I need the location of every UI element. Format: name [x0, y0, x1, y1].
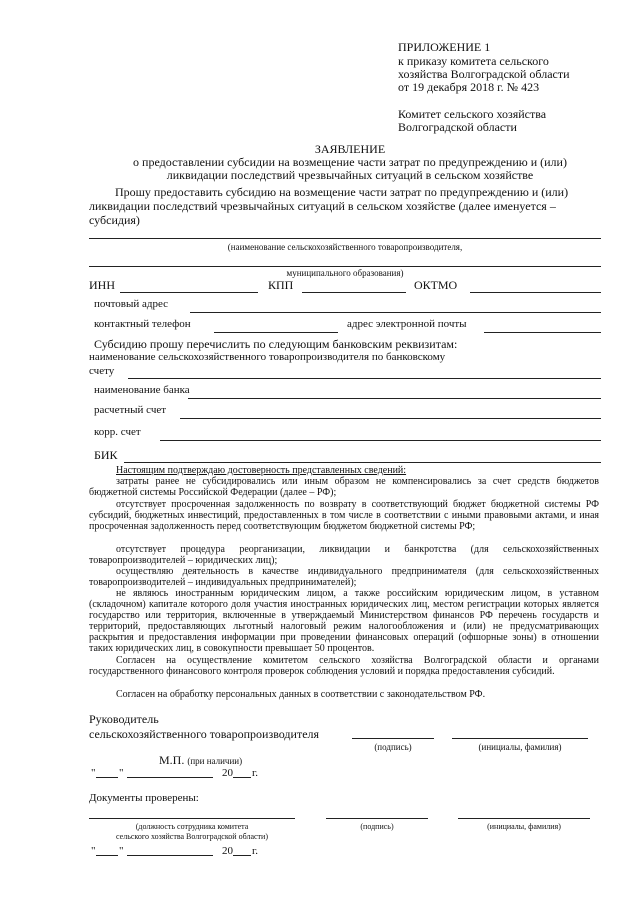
- bank-heading: Субсидию прошу перечислить по следующим банковским реквизитам:: [94, 337, 458, 351]
- inn-label: ИНН: [89, 278, 115, 292]
- head-label-2: сельскохозяйственного товаропроизводителя: [89, 727, 320, 741]
- municipality-caption: муниципального образования): [286, 268, 404, 278]
- appendix-date-line: от 19 декабря 2018 г. № 423: [398, 80, 540, 94]
- bank-recipient-line-1: наименование сельскохозяйственного товаропроизводителя по банковскому: [89, 351, 446, 363]
- bank-name-label: наименование банка: [94, 384, 190, 396]
- bank-recipient-field[interactable]: [128, 378, 601, 379]
- oktmo-label: ОКТМО: [414, 278, 458, 292]
- confirm-paragraph-4: осуществляю деятельность в качестве индивидуального предпринимателя (для сельскохозяйственных товаропроизводителей – индивидуальных предпринимателей);: [89, 566, 599, 588]
- head-signature-caption: (подпись): [374, 742, 412, 752]
- verifier-initials-field[interactable]: [458, 818, 590, 819]
- document-subtitle-1: о предоставлении субсидии на возмещение части затрат по предупреждению и (или): [133, 155, 567, 169]
- document-title: ЗАЯВЛЕНИЕ: [314, 142, 386, 156]
- account-field[interactable]: [180, 418, 601, 419]
- corr-account-label: корр. счет: [94, 426, 141, 438]
- bank-name-field[interactable]: [188, 398, 601, 399]
- head-date-quote-close: ": [119, 767, 124, 779]
- appendix-committee-line: хозяйства Волгоградской области: [398, 67, 570, 81]
- verify-date-day-field[interactable]: [96, 855, 118, 856]
- confirm-paragraph-3: отсутствует процедура реорганизации, ликвидации и банкротства (для сельскохозяйственных товаропроизводителей – юридических лиц);: [89, 544, 599, 566]
- account-label: расчетный счет: [94, 404, 167, 416]
- verify-date-month-field[interactable]: [127, 855, 213, 856]
- kpp-field[interactable]: [302, 292, 406, 293]
- confirm-paragraph-1: затраты ранее не субсидировались или иным образом не компенсировались за счет средств бюджетов бюджетной системы Российской Федерации (далее – РФ);: [89, 476, 599, 498]
- phone-label: контактный телефон: [94, 318, 191, 330]
- head-date-year-suffix: г.: [252, 767, 259, 779]
- oktmo-field[interactable]: [470, 292, 601, 293]
- verify-date-year: 20: [222, 845, 233, 857]
- stamp-text: М.П.: [159, 753, 185, 767]
- applicant-name-line[interactable]: [89, 238, 601, 239]
- intro-line-3: субсидия): [89, 213, 140, 227]
- verifier-position-caption-2: сельского хозяйства Волгоградской области): [116, 832, 268, 841]
- head-initials-field[interactable]: [452, 738, 588, 739]
- verifier-initials-caption: (инициалы, фамилия): [487, 822, 561, 831]
- head-initials-caption: (инициалы, фамилия): [478, 742, 562, 752]
- verified-label: Документы проверены:: [89, 792, 199, 804]
- confirm-paragraph-7: Согласен на обработку персональных данных в соответствии с законодательством РФ.: [116, 689, 486, 700]
- bik-label: БИК: [94, 448, 118, 462]
- head-date-day-field[interactable]: [96, 777, 118, 778]
- intro-line-1: Прошу предоставить субсидию на возмещение части затрат по предупреждению и (или): [115, 185, 569, 199]
- postal-address-label: почтовый адрес: [94, 298, 169, 310]
- addressee-line-1: Комитет сельского хозяйства: [398, 107, 547, 121]
- verify-date-quote-close: ": [119, 845, 124, 857]
- head-date-year: 20: [222, 767, 233, 779]
- verify-date-year-field[interactable]: [233, 855, 251, 856]
- bank-recipient-line-2: счету: [89, 365, 115, 377]
- verifier-signature-field[interactable]: [326, 818, 428, 819]
- kpp-label: КПП: [268, 278, 294, 292]
- verify-date-year-suffix: г.: [252, 845, 259, 857]
- corr-account-field[interactable]: [160, 440, 601, 441]
- postal-address-field[interactable]: [190, 312, 601, 313]
- inn-field[interactable]: [120, 292, 258, 293]
- head-signature-field[interactable]: [352, 738, 434, 739]
- confirm-paragraph-6: Согласен на осуществление комитетом сельского хозяйства Волгоградской области и органами государственного финансового контроля проверок соблюдения условий и порядка предоставления субсидий.: [89, 655, 599, 677]
- document-subtitle-2: ликвидации последствий чрезвычайных ситуаций в сельском хозяйстве: [166, 168, 534, 182]
- appendix-order-line: к приказу комитета сельского: [398, 54, 549, 68]
- verifier-position-field[interactable]: [89, 818, 295, 819]
- verifier-signature-caption: (подпись): [360, 822, 394, 831]
- head-label-1: Руководитель: [89, 712, 159, 726]
- email-label: адрес электронной почты: [347, 318, 467, 330]
- phone-field[interactable]: [214, 332, 338, 333]
- email-field[interactable]: [484, 332, 601, 333]
- bik-field[interactable]: [124, 462, 601, 463]
- head-date-month-field[interactable]: [127, 777, 213, 778]
- verifier-position-caption-1: (должность сотрудника комитета: [135, 822, 249, 831]
- confirm-paragraph-5: не являюсь иностранным юридическим лицом, а также российским юридическим лицом, в уставном (складочном) капитале которого доля участия иностранных юридических лиц, местом регистрации которых является государство или территория, включенные в утверждаемый Министерством финансов РФ перечень государств и территорий, предоставляющих льготный налоговый режим налогообложения и (или) не предусматривающих раскрытия и предоставления информации при проведении финансовых операций (офшорные зоны) в отношении таких юридических лиц, в совокупности превышает 50 процентов.: [89, 588, 599, 654]
- confirm-heading: Настоящим подтверждаю достоверность представленных сведений:: [116, 465, 407, 476]
- stamp-note: (при наличии): [187, 756, 243, 766]
- addressee-line-2: Волгоградской области: [398, 120, 517, 134]
- head-date-year-field[interactable]: [233, 777, 251, 778]
- applicant-name-caption: (наименование сельскохозяйственного товаропроизводителя,: [227, 242, 463, 252]
- stamp-label: [159, 753, 242, 768]
- municipality-line[interactable]: [89, 266, 601, 267]
- appendix-title: ПРИЛОЖЕНИЕ 1: [398, 40, 491, 54]
- verify-date-quote-open: ": [91, 845, 96, 857]
- confirm-paragraph-2: отсутствует просроченная задолженность по возврату в соответствующий бюджет бюджетной системы РФ субсидий, бюджетных инвестиций, предоставленных в том числе в соответствии с иными правовыми актами, и иная просроченная задолженность перед соответствующим бюджетом бюджетной системы РФ;: [89, 499, 599, 532]
- head-date-quote-open: ": [91, 767, 96, 779]
- intro-line-2: ликвидации последствий чрезвычайных ситуаций в сельском хозяйстве (далее именуется –: [89, 199, 556, 213]
